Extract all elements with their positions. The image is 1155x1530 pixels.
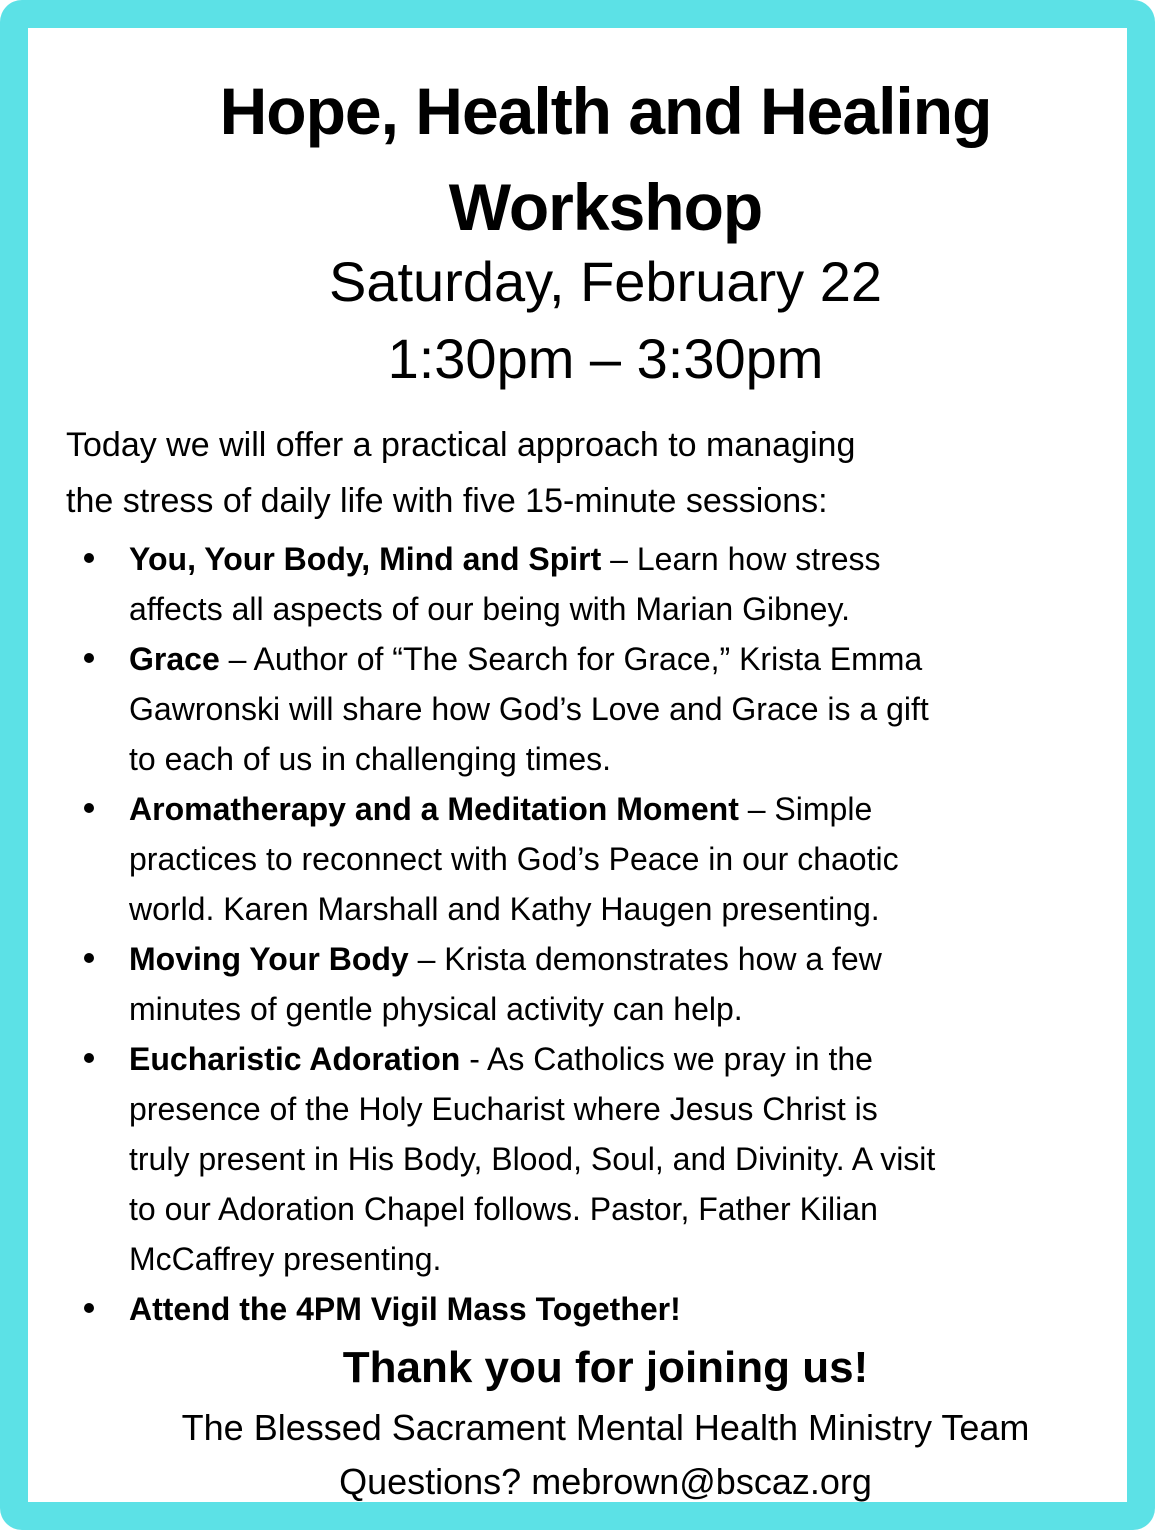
bullet-dot [84,653,94,663]
session-heading: Eucharistic Adoration [129,1041,461,1077]
session-text-line: to our Adoration Chapel follows. Pastor, Father Kilian [129,1191,878,1227]
thank-you-message: Thank you for joining us! [342,1343,869,1392]
session-text: As Catholics we pray in the [486,1041,873,1077]
session-text-line: McCaffrey presenting. [129,1241,442,1277]
session-heading: Attend the 4PM Vigil Mass Together! [129,1291,681,1327]
session-text-line: affects all aspects of our being with Marian Gibney. [129,591,850,627]
session-first-line [129,543,1139,575]
session-separator: – [738,791,775,827]
intro-line-2: the stress of daily life with five 15-minute sessions: [66,482,828,520]
session-text: Simple [774,791,873,827]
event-time: 1:30pm – 3:30pm [387,327,824,390]
title-line-1: Hope, Health and Healing [219,74,992,148]
bullet-dot [84,1053,94,1063]
session-heading: Moving Your Body [129,941,409,977]
session-text: Krista demonstrates how a few [444,941,882,977]
bullet-dot [84,953,94,963]
session-text-line: practices to reconnect with God’s Peace in our chaotic [129,841,899,877]
ministry-team: The Blessed Sacrament Mental Health Ministry Team [181,1407,1030,1448]
session-heading: Aromatherapy and a Meditation Moment [129,791,739,827]
intro-line-1: Today we will offer a practical approach to managing [66,426,856,464]
session-text-line: presence of the Holy Eucharist where Jesus Christ is [129,1091,878,1127]
session-text: Learn how stress [636,541,881,577]
session-separator: – [408,941,445,977]
bullet-dot [84,553,94,563]
session-separator: – [601,541,637,577]
session-separator: – [219,641,254,677]
session-heading: Grace [129,641,220,677]
session-text: Author of “The Search for Grace,” Krista Emma [253,641,923,677]
session-text-line: Gawronski will share how God’s Love and Grace is a gift [129,691,929,727]
session-first-line [129,943,1139,975]
event-date: Saturday, February 22 [328,250,883,313]
session-heading: You, Your Body, Mind and Spirt [129,541,602,577]
session-first-line [129,1293,1139,1325]
title-line-2: Workshop [448,170,763,244]
session-first-line [129,1043,1139,1075]
session-first-line [129,643,1139,675]
session-separator: - [460,1041,487,1077]
bullet-dot [84,803,94,813]
session-text-line: truly present in His Body, Blood, Soul, and Divinity. A visit [129,1141,936,1177]
bullet-dot [84,1303,94,1313]
contact-line: Questions? mebrown@bscaz.org [339,1461,872,1502]
session-text-line: world. Karen Marshall and Kathy Haugen presenting. [129,891,880,927]
session-text-line: to each of us in challenging times. [129,741,612,777]
session-text-line: minutes of gentle physical activity can help. [129,991,743,1027]
session-first-line [129,793,1139,825]
